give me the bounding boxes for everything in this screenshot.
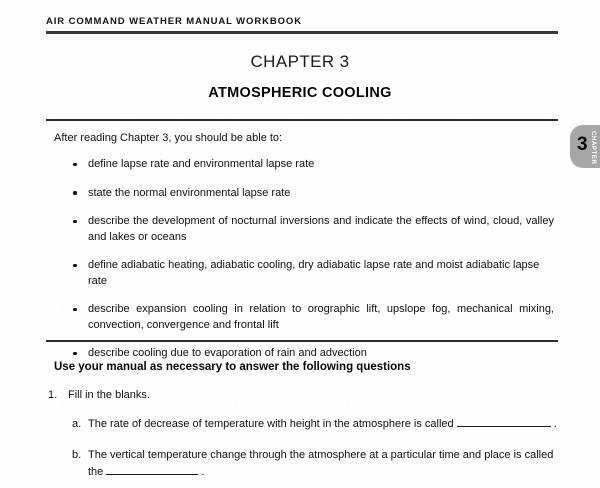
list-item (54, 346, 554, 362)
bullet-dot-icon (73, 220, 77, 224)
chapter-thumb-tab (570, 125, 600, 168)
list-item (54, 214, 554, 245)
header-rule (46, 31, 558, 34)
question-sub-list (72, 416, 558, 488)
questions-section-heading: Use your manual as necessary to answer the following questions (54, 361, 411, 373)
question-number: 1. (48, 389, 58, 401)
chapter-tab-number: 3 (577, 134, 588, 155)
sub-question-a (72, 416, 558, 433)
list-item (54, 302, 554, 333)
list-item (54, 258, 554, 289)
objectives-top-rule (46, 119, 558, 121)
sub-question-text: The rate of decrease of temperature with height in the atmosphere is called (88, 418, 454, 430)
sub-question-terminator: . (553, 418, 557, 430)
objectives-intro: After reading Chapter 3, you should be able to: (54, 132, 283, 144)
sub-question-label: a. (72, 418, 82, 430)
list-item-text: describe the development of nocturnal inversions and indicate the effects of wind, cloud, valley and lakes or oceans (88, 215, 554, 243)
list-item-text: describe cooling due to evaporation of rain and advection (88, 347, 367, 359)
sub-question-label: b. (72, 449, 82, 461)
question-item (48, 389, 558, 401)
list-item (54, 186, 554, 202)
bullet-dot-icon (73, 352, 77, 356)
list-item-text: state the normal environmental lapse rate (88, 186, 291, 199)
answer-blank-a[interactable] (457, 417, 551, 427)
list-item-text: define lapse rate and environmental lapse rate (88, 158, 315, 170)
bullet-dot-icon (73, 191, 77, 195)
chapter-tab-label: CHAPTER (590, 131, 597, 165)
bullet-dot-icon (73, 264, 77, 268)
sub-question-text: The vertical temperature change through the atmosphere at a particular time and place is called the (88, 449, 554, 478)
answer-blank-b[interactable] (106, 465, 198, 475)
list-item (54, 157, 554, 173)
question-prompt: Fill in the blanks. (68, 389, 150, 401)
bullet-dot-icon (73, 308, 77, 312)
list-item-text: define adiabatic heating, adiabatic cooling, dry adiabatic lapse rate and moist adiabatic lapse rate (88, 259, 540, 287)
sub-question-terminator: . (201, 466, 205, 478)
list-item-text: describe expansion cooling in relation to orographic lift, upslope fog, mechanical mixing, convection, convergence and frontal lift (88, 303, 554, 331)
bullet-dot-icon (73, 163, 77, 167)
chapter-number-heading: CHAPTER 3 (250, 52, 350, 71)
objectives-list (54, 157, 554, 375)
running-header: AIR COMMAND WEATHER MANUAL WORKBOOK (46, 16, 302, 27)
questions-top-rule (46, 340, 558, 342)
chapter-title-heading: ATMOSPHERIC COOLING (208, 85, 392, 101)
sub-question-b (72, 447, 558, 481)
